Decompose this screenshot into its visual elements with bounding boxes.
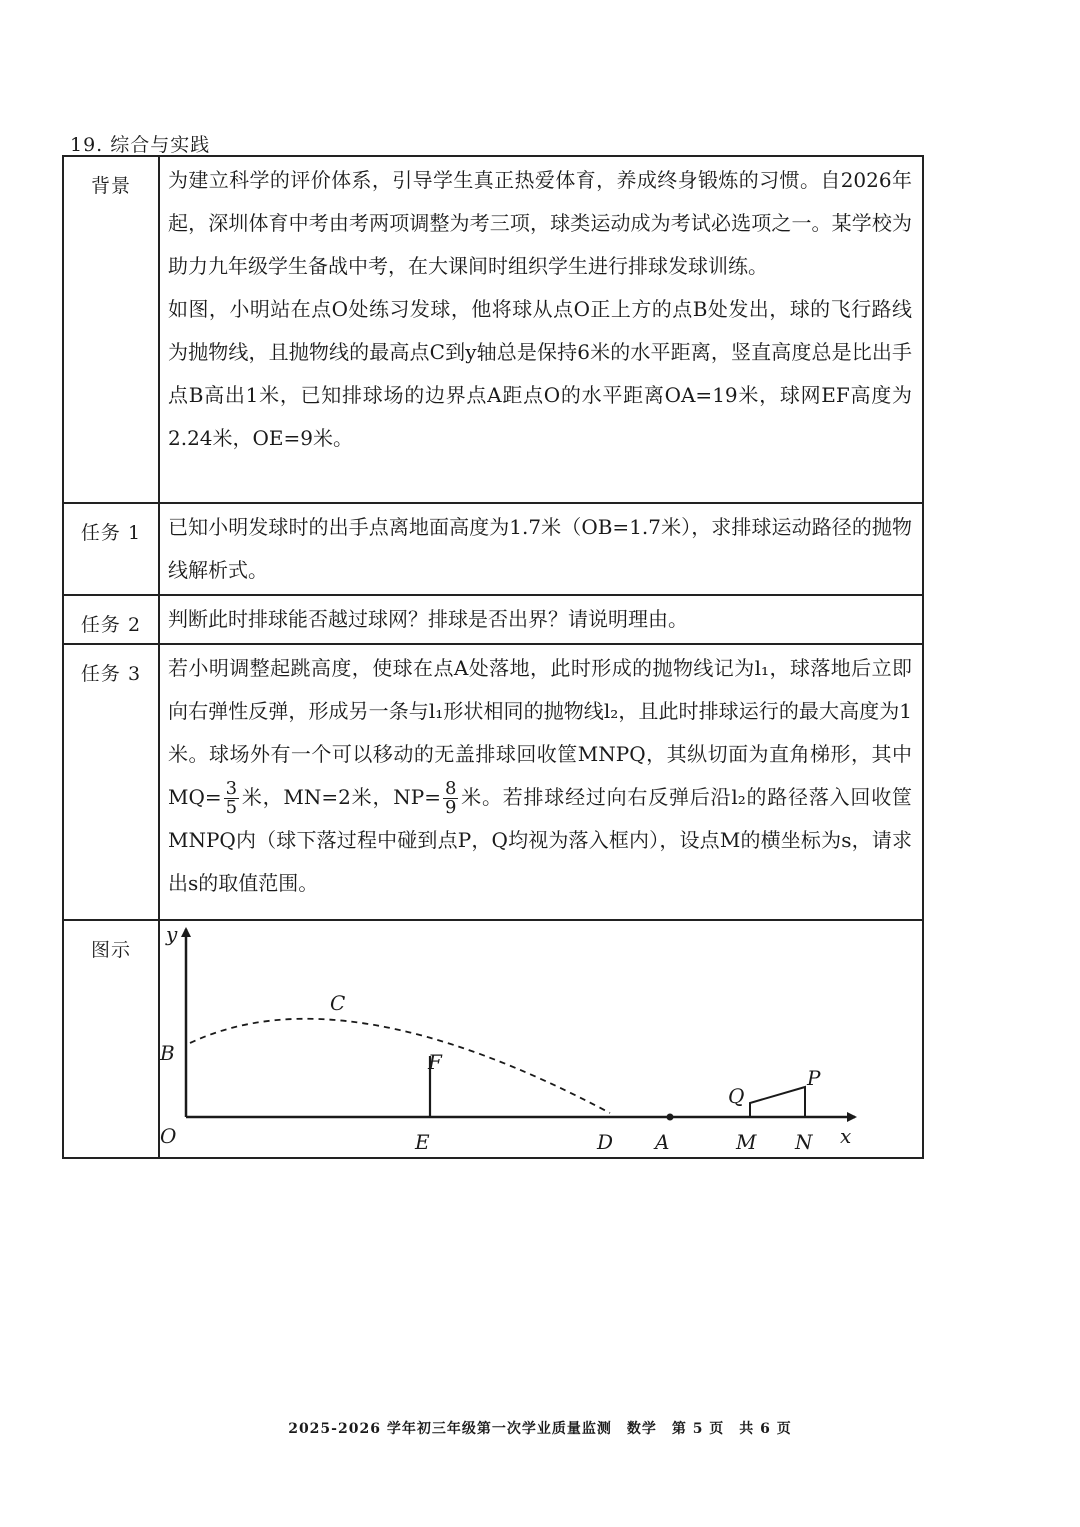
task-3-part-c: 米。若排球经过向右反弹后沿l₂的路径落入回收筐MNPQ内（球下落过程中碰到点P，Q均视为落入框内），设点M的横坐标为s，请求出s的取值范围。 bbox=[168, 785, 912, 895]
label-task-2: 任务 2 bbox=[63, 595, 159, 644]
label-a: A bbox=[655, 1130, 670, 1153]
label-y: y bbox=[166, 922, 178, 946]
label-c: C bbox=[330, 991, 346, 1015]
task-3-text bbox=[168, 647, 912, 905]
label-x: x bbox=[840, 1124, 852, 1148]
fraction-mq-denominator: 5 bbox=[225, 797, 238, 818]
fraction-mq-numerator: 3 bbox=[225, 778, 238, 799]
row-task-2 bbox=[63, 595, 923, 644]
label-task-1: 任务 1 bbox=[63, 503, 159, 595]
label-n: N bbox=[795, 1130, 813, 1153]
row-figure bbox=[63, 920, 923, 1158]
label-e: E bbox=[415, 1130, 430, 1153]
page-footer: 2025-2026 学年初三年级第一次学业质量监测 数学 第 5 页 共 6 页 bbox=[288, 1421, 792, 1437]
task-2-text: 判断此时排球能否越过球网？排球是否出界？请说明理由。 bbox=[168, 607, 688, 631]
content-background bbox=[159, 156, 923, 503]
label-p: P bbox=[807, 1066, 821, 1090]
fraction-np-denominator: 9 bbox=[444, 797, 457, 818]
label-b: B bbox=[160, 1041, 175, 1065]
label-task-3: 任务 3 bbox=[63, 644, 159, 920]
fraction-np bbox=[443, 780, 458, 817]
task-3-part-b: 米，MN=2米，NP= bbox=[241, 785, 441, 809]
content-task-3 bbox=[159, 644, 923, 920]
basket-mnpq bbox=[750, 1087, 805, 1117]
question-title: 19. 综合与实践 bbox=[70, 134, 211, 156]
row-task-1 bbox=[63, 503, 923, 595]
label-figure: 图示 bbox=[63, 920, 159, 1158]
row-task-3 bbox=[63, 644, 923, 920]
label-o: O bbox=[160, 1124, 177, 1148]
task-1-text: 已知小明发球时的出手点离地面高度为1.7米（OB=1.7米），求排球运动路径的抛物线解析式。 bbox=[168, 515, 912, 582]
label-background: 背景 bbox=[63, 156, 159, 503]
background-para-1: 为建立科学的评价体系，引导学生真正热爱体育，养成终身锻炼的习惯。自2026年起，深圳体育中考由考两项调整为考三项，球类运动成为考试必选项之一。某学校为助力九年级学生备战中考，在大课间时组织学生进行排球发球训练。 bbox=[168, 168, 912, 278]
label-d: D bbox=[597, 1130, 614, 1153]
task-3-part-a: 若小明调整起跳高度，使球在点A处落地，此时形成的抛物线记为l₁，球落地后立即向右弹性反弹，形成另一条与l₁形状相同的抛物线l₂，且此时排球运行的最大高度为1米。球场外有一个可以移动的无盖排球回收筐MNPQ，其纵切面为直角梯形，其中MQ= bbox=[168, 656, 912, 809]
row-background bbox=[63, 156, 923, 503]
ball-trajectory bbox=[190, 1019, 610, 1113]
label-q: Q bbox=[728, 1084, 745, 1108]
point-a-dot bbox=[667, 1114, 674, 1121]
label-m: M bbox=[736, 1130, 757, 1153]
label-f: F bbox=[428, 1050, 442, 1074]
fraction-mq bbox=[224, 780, 239, 817]
background-para-2: 如图，小明站在点O处练习发球，他将球从点O正上方的点B处发出，球的飞行路线为抛物线，且抛物线的最高点C到y轴总是保持6米的水平距离，竖直高度总是比出手点B高出1米，已知排球场的边界点A距点O的水平距离OA=19米，球网EF高度为2.24米，OE=9米。 bbox=[168, 297, 912, 450]
fraction-np-numerator: 8 bbox=[444, 778, 457, 799]
content-task-1 bbox=[159, 503, 923, 595]
figure-cell bbox=[159, 920, 923, 1158]
content-task-2 bbox=[159, 595, 923, 644]
figure-diagram bbox=[160, 921, 928, 1153]
question-table bbox=[62, 155, 924, 1159]
